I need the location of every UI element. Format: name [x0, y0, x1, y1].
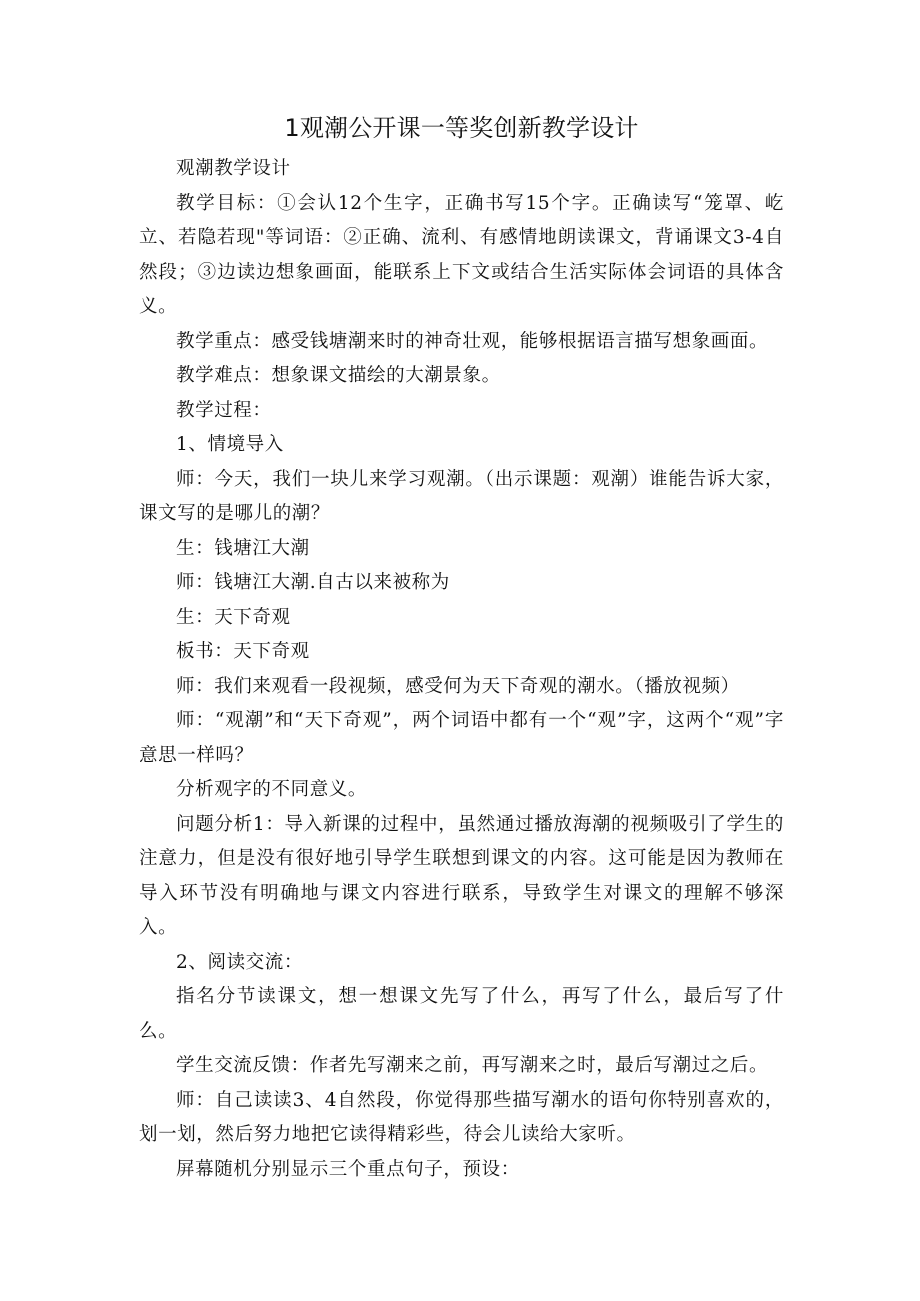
paragraph-dialogue: 师：我们来观看一段视频，感受何为天下奇观的潮水。（播放视频） [176, 675, 740, 697]
paragraph-analysis: 分析观字的不同意义。 [176, 779, 368, 800]
paragraph-screen-display: 屏幕随机分别显示三个重点句子，预设： [176, 1158, 520, 1180]
paragraph-teaching-goals: 教学目标：①会认12个生字，正确书写15个字。正确读写“笼罩、屹立、若隐若现"等词语：②正确、流利、有感情地朗读课文，背诵课文3-4自然段；③边读边想象画面，能联系上下文或结合生活实际体会词语的具体含义。 [139, 192, 784, 317]
paragraph-dialogue: 生：天下奇观 [176, 606, 291, 628]
paragraph-key-points: 教学重点：感受钱塘潮来时的神奇壮观，能够根据语言描写想象画面。 [176, 330, 769, 352]
paragraph-section-2-heading: 2、阅读交流： [176, 951, 303, 973]
paragraph-process-heading: 教学过程： [176, 399, 272, 421]
paragraph-blackboard: 板书：天下奇观 [176, 641, 310, 662]
paragraph-dialogue: 师：自己读读3、4自然段，你觉得那些描写潮水的语句你特别喜欢的，划一划，然后努力地把它读得精彩些，待会儿读给大家听。 [139, 1089, 784, 1145]
paragraph-difficulties: 教学难点：想象课文描绘的大潮景象。 [176, 365, 501, 386]
paragraph-reading-task: 指名分节读课文，想一想课文先写了什么，再写了什么，最后写了什么。 [139, 986, 784, 1042]
paragraph-subtitle: 观潮教学设计 [176, 158, 291, 179]
document-title: 1观潮公开课一等奖创新教学设计 [284, 114, 639, 142]
paragraph-problem-analysis: 问题分析1：导入新课的过程中，虽然通过播放海潮的视频吸引了学生的注意力，但是没有很好地引导学生联想到课文的内容。这可能是因为教师在导入环节没有明确地与课文内容进行联系，导致学生对课文的理解不够深入。 [139, 813, 784, 938]
paragraph-section-1-heading: 1、情境导入 [176, 434, 284, 455]
paragraph-dialogue: 师：“观潮”和“天下奇观”，两个词语中都有一个“观”字，这两个“观”字意思一样吗？ [139, 710, 784, 766]
paragraph-dialogue: 生：钱塘江大潮 [176, 537, 310, 559]
paragraph-dialogue: 师：钱塘江大潮.自古以来被称为 [176, 572, 450, 593]
paragraph-student-feedback: 学生交流反馈：作者先写潮来之前，再写潮来之时，最后写潮过之后。 [176, 1055, 769, 1076]
paragraph-dialogue: 师：今天，我们一块儿来学习观潮。（出示课题：观潮）谁能告诉大家，课文写的是哪儿的潮？ [139, 468, 784, 524]
